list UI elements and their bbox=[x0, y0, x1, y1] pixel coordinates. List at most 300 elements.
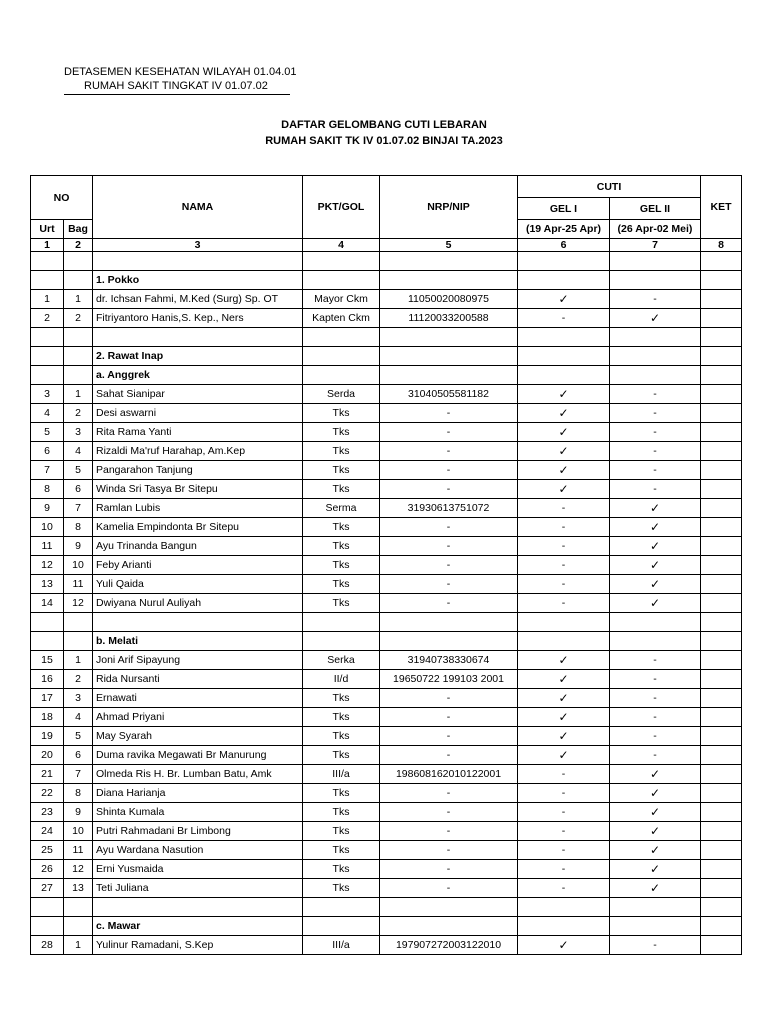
cell-gel1: - bbox=[518, 879, 610, 898]
table-row bbox=[31, 575, 742, 594]
cell-nama: Joni Arif Sipayung bbox=[93, 651, 303, 670]
check-icon: ✓ bbox=[610, 879, 701, 898]
empty-cell bbox=[701, 347, 742, 366]
check-icon: ✓ bbox=[518, 936, 610, 955]
cell-bag: 10 bbox=[64, 556, 93, 575]
cell-nama: May Syarah bbox=[93, 727, 303, 746]
cell-nrp-nip: 197907272003122010 bbox=[380, 936, 518, 955]
cell-pkt-gol: Tks bbox=[303, 803, 380, 822]
check-icon: ✓ bbox=[518, 423, 610, 442]
cell-pkt-gol: Tks bbox=[303, 860, 380, 879]
cell-gel1: - bbox=[518, 803, 610, 822]
cell-urt: 16 bbox=[31, 670, 64, 689]
table-header bbox=[31, 176, 742, 252]
cell-ket bbox=[701, 689, 742, 708]
cell-ket bbox=[701, 651, 742, 670]
index-cell: 6 bbox=[518, 239, 610, 252]
cell-bag: 6 bbox=[64, 480, 93, 499]
cell-urt: 18 bbox=[31, 708, 64, 727]
check-icon: ✓ bbox=[518, 746, 610, 765]
document-title: DAFTAR GELOMBANG CUTI LEBARAN bbox=[281, 119, 487, 131]
cell-pkt-gol: II/d bbox=[303, 670, 380, 689]
empty-cell bbox=[518, 271, 610, 290]
col-nama: NAMA bbox=[93, 176, 303, 239]
cell-bag: 9 bbox=[64, 537, 93, 556]
cell-nrp-nip: - bbox=[380, 556, 518, 575]
cell-nrp-nip: - bbox=[380, 594, 518, 613]
section-label: b. Melati bbox=[93, 632, 303, 651]
empty-cell bbox=[31, 632, 64, 651]
cell-nama: Rita Rama Yanti bbox=[93, 423, 303, 442]
empty-cell bbox=[518, 366, 610, 385]
empty-cell bbox=[303, 898, 380, 917]
empty-cell bbox=[610, 366, 701, 385]
empty-cell bbox=[64, 328, 93, 347]
check-icon: ✓ bbox=[518, 404, 610, 423]
cell-urt: 11 bbox=[31, 537, 64, 556]
col-gel2: GEL II bbox=[610, 198, 701, 220]
cell-nama: Yuli Qaida bbox=[93, 575, 303, 594]
empty-cell bbox=[31, 898, 64, 917]
cell-ket bbox=[701, 784, 742, 803]
cell-pkt-gol: Tks bbox=[303, 423, 380, 442]
cell-urt: 22 bbox=[31, 784, 64, 803]
cell-nrp-nip: 198608162010122001 bbox=[380, 765, 518, 784]
table-row bbox=[31, 480, 742, 499]
empty-cell bbox=[518, 347, 610, 366]
cell-nrp-nip: 11050020080975 bbox=[380, 290, 518, 309]
cell-nama: Rizaldi Ma'ruf Harahap, Am.Kep bbox=[93, 442, 303, 461]
cell-nrp-nip: 31930613751072 bbox=[380, 499, 518, 518]
cell-pkt-gol: Tks bbox=[303, 708, 380, 727]
cell-urt: 9 bbox=[31, 499, 64, 518]
cell-pkt-gol: Tks bbox=[303, 841, 380, 860]
empty-cell bbox=[303, 366, 380, 385]
index-cell: 8 bbox=[701, 239, 742, 252]
document-subtitle: RUMAH SAKIT TK IV 01.07.02 BINJAI TA.2023 bbox=[265, 135, 503, 147]
cell-ket bbox=[701, 841, 742, 860]
cell-gel2: - bbox=[610, 442, 701, 461]
table-row bbox=[31, 594, 742, 613]
cell-pkt-gol: III/a bbox=[303, 765, 380, 784]
cell-ket bbox=[701, 575, 742, 594]
cell-urt: 24 bbox=[31, 822, 64, 841]
cell-pkt-gol: Tks bbox=[303, 442, 380, 461]
index-cell: 3 bbox=[93, 239, 303, 252]
cell-urt: 15 bbox=[31, 651, 64, 670]
cell-gel2: - bbox=[610, 480, 701, 499]
cell-pkt-gol: Tks bbox=[303, 727, 380, 746]
cell-nama: Ahmad Priyani bbox=[93, 708, 303, 727]
section-row bbox=[31, 917, 742, 936]
cell-nrp-nip: - bbox=[380, 404, 518, 423]
cell-bag: 1 bbox=[64, 651, 93, 670]
column-index-row bbox=[31, 239, 742, 252]
cell-urt: 4 bbox=[31, 404, 64, 423]
cell-bag: 3 bbox=[64, 423, 93, 442]
cell-gel2: - bbox=[610, 746, 701, 765]
cell-bag: 2 bbox=[64, 309, 93, 328]
cell-ket bbox=[701, 803, 742, 822]
cell-pkt-gol: Tks bbox=[303, 879, 380, 898]
table-row bbox=[31, 442, 742, 461]
cell-pkt-gol: Tks bbox=[303, 461, 380, 480]
table-row bbox=[31, 309, 742, 328]
table-row bbox=[31, 670, 742, 689]
cell-pkt-gol: Serka bbox=[303, 651, 380, 670]
empty-cell bbox=[380, 252, 518, 271]
cell-pkt-gol: III/a bbox=[303, 936, 380, 955]
empty-cell bbox=[610, 613, 701, 632]
cell-nrp-nip: - bbox=[380, 423, 518, 442]
check-icon: ✓ bbox=[610, 594, 701, 613]
cell-urt: 14 bbox=[31, 594, 64, 613]
cell-ket bbox=[701, 765, 742, 784]
cell-ket bbox=[701, 936, 742, 955]
cell-ket bbox=[701, 404, 742, 423]
cell-pkt-gol: Serda bbox=[303, 385, 380, 404]
check-icon: ✓ bbox=[518, 442, 610, 461]
empty-cell bbox=[64, 632, 93, 651]
cell-nama: Shinta Kumala bbox=[93, 803, 303, 822]
empty-cell bbox=[64, 613, 93, 632]
blank-row bbox=[31, 613, 742, 632]
table-row bbox=[31, 708, 742, 727]
empty-cell bbox=[303, 347, 380, 366]
blank-row bbox=[31, 898, 742, 917]
check-icon: ✓ bbox=[518, 689, 610, 708]
empty-cell bbox=[610, 271, 701, 290]
leave-roster-table bbox=[30, 175, 742, 955]
section-row bbox=[31, 632, 742, 651]
cell-nrp-nip: - bbox=[380, 746, 518, 765]
cell-nama: Fitriyantoro Hanis,S. Kep., Ners bbox=[93, 309, 303, 328]
index-cell: 1 bbox=[31, 239, 64, 252]
table-row bbox=[31, 860, 742, 879]
col-no: NO bbox=[31, 176, 93, 220]
cell-nama: Winda Sri Tasya Br Sitepu bbox=[93, 480, 303, 499]
section-row bbox=[31, 271, 742, 290]
cell-urt: 6 bbox=[31, 442, 64, 461]
col-nrp-nip: NRP/NIP bbox=[380, 176, 518, 239]
cell-ket bbox=[701, 385, 742, 404]
empty-cell bbox=[303, 271, 380, 290]
cell-bag: 7 bbox=[64, 765, 93, 784]
cell-bag: 3 bbox=[64, 689, 93, 708]
cell-gel2: - bbox=[610, 708, 701, 727]
cell-nrp-nip: - bbox=[380, 727, 518, 746]
cell-ket bbox=[701, 708, 742, 727]
empty-cell bbox=[64, 917, 93, 936]
cell-pkt-gol: Tks bbox=[303, 537, 380, 556]
cell-bag: 1 bbox=[64, 385, 93, 404]
cell-nrp-nip: - bbox=[380, 860, 518, 879]
col-ket: KET bbox=[701, 176, 742, 239]
cell-ket bbox=[701, 442, 742, 461]
empty-cell bbox=[64, 347, 93, 366]
cell-gel1: - bbox=[518, 575, 610, 594]
check-icon: ✓ bbox=[610, 803, 701, 822]
cell-nrp-nip: - bbox=[380, 784, 518, 803]
cell-urt: 25 bbox=[31, 841, 64, 860]
cell-urt: 27 bbox=[31, 879, 64, 898]
empty-cell bbox=[303, 917, 380, 936]
check-icon: ✓ bbox=[518, 461, 610, 480]
check-icon: ✓ bbox=[610, 309, 701, 328]
cell-nrp-nip: 11120033200588 bbox=[380, 309, 518, 328]
empty-cell bbox=[380, 613, 518, 632]
table-row bbox=[31, 784, 742, 803]
cell-gel2: - bbox=[610, 385, 701, 404]
cell-nrp-nip: - bbox=[380, 879, 518, 898]
cell-bag: 8 bbox=[64, 784, 93, 803]
empty-cell bbox=[380, 271, 518, 290]
table-row bbox=[31, 689, 742, 708]
cell-nama: Erni Yusmaida bbox=[93, 860, 303, 879]
empty-cell bbox=[610, 328, 701, 347]
cell-urt: 1 bbox=[31, 290, 64, 309]
check-icon: ✓ bbox=[518, 670, 610, 689]
empty-cell bbox=[64, 271, 93, 290]
cell-nama: Ayu Trinanda Bangun bbox=[93, 537, 303, 556]
cell-urt: 5 bbox=[31, 423, 64, 442]
empty-cell bbox=[701, 271, 742, 290]
cell-nrp-nip: - bbox=[380, 575, 518, 594]
cell-ket bbox=[701, 518, 742, 537]
cell-urt: 3 bbox=[31, 385, 64, 404]
cell-ket bbox=[701, 290, 742, 309]
index-cell: 5 bbox=[380, 239, 518, 252]
cell-bag: 10 bbox=[64, 822, 93, 841]
cell-bag: 5 bbox=[64, 727, 93, 746]
cell-nama: dr. Ichsan Fahmi, M.Ked (Surg) Sp. OT bbox=[93, 290, 303, 309]
cell-bag: 2 bbox=[64, 404, 93, 423]
empty-cell bbox=[64, 898, 93, 917]
cell-gel1: - bbox=[518, 784, 610, 803]
section-label: 1. Pokko bbox=[93, 271, 303, 290]
empty-cell bbox=[518, 252, 610, 271]
check-icon: ✓ bbox=[518, 708, 610, 727]
check-icon: ✓ bbox=[610, 860, 701, 879]
cell-nama: Ernawati bbox=[93, 689, 303, 708]
cell-ket bbox=[701, 499, 742, 518]
empty-cell bbox=[518, 898, 610, 917]
cell-pkt-gol: Tks bbox=[303, 689, 380, 708]
empty-cell bbox=[64, 366, 93, 385]
cell-pkt-gol: Kapten Ckm bbox=[303, 309, 380, 328]
empty-cell bbox=[31, 347, 64, 366]
cell-nama: Kamelia Empindonta Br Sitepu bbox=[93, 518, 303, 537]
table-row bbox=[31, 746, 742, 765]
col-cuti: CUTI bbox=[518, 176, 701, 198]
col-pkt-gol: PKT/GOL bbox=[303, 176, 380, 239]
cell-bag: 2 bbox=[64, 670, 93, 689]
cell-ket bbox=[701, 860, 742, 879]
cell-gel1: - bbox=[518, 822, 610, 841]
cell-pkt-gol: Tks bbox=[303, 746, 380, 765]
col-urt: Urt bbox=[31, 220, 64, 239]
cell-gel1: - bbox=[518, 594, 610, 613]
cell-pkt-gol: Tks bbox=[303, 518, 380, 537]
empty-cell bbox=[610, 347, 701, 366]
cell-ket bbox=[701, 670, 742, 689]
cell-nama: Feby Arianti bbox=[93, 556, 303, 575]
check-icon: ✓ bbox=[610, 765, 701, 784]
empty-cell bbox=[31, 252, 64, 271]
cell-pkt-gol: Tks bbox=[303, 594, 380, 613]
cell-gel1: - bbox=[518, 841, 610, 860]
table-row bbox=[31, 423, 742, 442]
cell-ket bbox=[701, 480, 742, 499]
empty-cell bbox=[610, 632, 701, 651]
cell-gel2: - bbox=[610, 461, 701, 480]
check-icon: ✓ bbox=[610, 556, 701, 575]
cell-ket bbox=[701, 746, 742, 765]
cell-urt: 20 bbox=[31, 746, 64, 765]
table-row bbox=[31, 765, 742, 784]
cell-gel1: - bbox=[518, 518, 610, 537]
index-cell: 2 bbox=[64, 239, 93, 252]
cell-bag: 12 bbox=[64, 594, 93, 613]
cell-bag: 1 bbox=[64, 290, 93, 309]
cell-nama: Ayu Wardana Nasution bbox=[93, 841, 303, 860]
cell-gel1: - bbox=[518, 556, 610, 575]
cell-urt: 8 bbox=[31, 480, 64, 499]
empty-cell bbox=[303, 328, 380, 347]
empty-cell bbox=[380, 917, 518, 936]
cell-urt: 26 bbox=[31, 860, 64, 879]
cell-nrp-nip: - bbox=[380, 708, 518, 727]
empty-cell bbox=[518, 632, 610, 651]
cell-ket bbox=[701, 309, 742, 328]
table-row bbox=[31, 822, 742, 841]
cell-gel2: - bbox=[610, 651, 701, 670]
cell-nrp-nip: - bbox=[380, 822, 518, 841]
cell-urt: 17 bbox=[31, 689, 64, 708]
cell-pkt-gol: Tks bbox=[303, 575, 380, 594]
empty-cell bbox=[518, 613, 610, 632]
cell-nrp-nip: - bbox=[380, 537, 518, 556]
cell-ket bbox=[701, 461, 742, 480]
check-icon: ✓ bbox=[610, 518, 701, 537]
index-cell: 7 bbox=[610, 239, 701, 252]
check-icon: ✓ bbox=[518, 727, 610, 746]
cell-gel1: - bbox=[518, 499, 610, 518]
cell-urt: 10 bbox=[31, 518, 64, 537]
cell-gel2: - bbox=[610, 689, 701, 708]
cell-pkt-gol: Tks bbox=[303, 784, 380, 803]
empty-cell bbox=[93, 328, 303, 347]
cell-nrp-nip: 31040505581182 bbox=[380, 385, 518, 404]
check-icon: ✓ bbox=[610, 499, 701, 518]
cell-bag: 1 bbox=[64, 936, 93, 955]
empty-cell bbox=[610, 898, 701, 917]
cell-gel2: - bbox=[610, 670, 701, 689]
cell-gel1: - bbox=[518, 765, 610, 784]
cell-urt: 13 bbox=[31, 575, 64, 594]
cell-bag: 12 bbox=[64, 860, 93, 879]
cell-nama: Sahat Sianipar bbox=[93, 385, 303, 404]
cell-nama: Olmeda Ris H. Br. Lumban Batu, Amk bbox=[93, 765, 303, 784]
cell-nrp-nip: - bbox=[380, 689, 518, 708]
cell-ket bbox=[701, 727, 742, 746]
cell-bag: 9 bbox=[64, 803, 93, 822]
empty-cell bbox=[701, 917, 742, 936]
check-icon: ✓ bbox=[610, 575, 701, 594]
empty-cell bbox=[380, 632, 518, 651]
cell-bag: 13 bbox=[64, 879, 93, 898]
empty-cell bbox=[701, 898, 742, 917]
cell-bag: 5 bbox=[64, 461, 93, 480]
check-icon: ✓ bbox=[610, 822, 701, 841]
cell-pkt-gol: Tks bbox=[303, 480, 380, 499]
blank-row bbox=[31, 328, 742, 347]
empty-cell bbox=[518, 917, 610, 936]
cell-nama: Yulinur Ramadani, S.Kep bbox=[93, 936, 303, 955]
cell-urt: 19 bbox=[31, 727, 64, 746]
cell-nama: Diana Harianja bbox=[93, 784, 303, 803]
cell-ket bbox=[701, 556, 742, 575]
blank-row bbox=[31, 252, 742, 271]
cell-nama: Desi aswarni bbox=[93, 404, 303, 423]
cell-nrp-nip: - bbox=[380, 442, 518, 461]
cell-gel2: - bbox=[610, 404, 701, 423]
table-body bbox=[31, 252, 742, 955]
cell-gel2: - bbox=[610, 936, 701, 955]
empty-cell bbox=[701, 632, 742, 651]
check-icon: ✓ bbox=[610, 784, 701, 803]
empty-cell bbox=[93, 898, 303, 917]
cell-nrp-nip: - bbox=[380, 461, 518, 480]
cell-nama: Rida Nursanti bbox=[93, 670, 303, 689]
cell-nrp-nip: - bbox=[380, 480, 518, 499]
empty-cell bbox=[303, 613, 380, 632]
col-gel1: GEL I bbox=[518, 198, 610, 220]
cell-ket bbox=[701, 594, 742, 613]
empty-cell bbox=[380, 898, 518, 917]
col-bag: Bag bbox=[64, 220, 93, 239]
empty-cell bbox=[701, 366, 742, 385]
cell-bag: 4 bbox=[64, 708, 93, 727]
table-row bbox=[31, 290, 742, 309]
table-row bbox=[31, 556, 742, 575]
cell-bag: 6 bbox=[64, 746, 93, 765]
col-gel2-dates: (26 Apr-02 Mei) bbox=[610, 220, 701, 239]
section-row bbox=[31, 347, 742, 366]
col-gel1-dates: (19 Apr-25 Apr) bbox=[518, 220, 610, 239]
cell-ket bbox=[701, 423, 742, 442]
check-icon: ✓ bbox=[610, 537, 701, 556]
cell-pkt-gol: Mayor Ckm bbox=[303, 290, 380, 309]
org-line-1: DETASEMEN KESEHATAN WILAYAH 01.04.01 bbox=[64, 66, 297, 78]
cell-nrp-nip: - bbox=[380, 841, 518, 860]
cell-nama: Putri Rahmadani Br Limbong bbox=[93, 822, 303, 841]
empty-cell bbox=[701, 252, 742, 271]
cell-bag: 7 bbox=[64, 499, 93, 518]
cell-pkt-gol: Tks bbox=[303, 822, 380, 841]
check-icon: ✓ bbox=[518, 480, 610, 499]
cell-nrp-nip: 31940738330674 bbox=[380, 651, 518, 670]
empty-cell bbox=[303, 252, 380, 271]
cell-gel2: - bbox=[610, 290, 701, 309]
check-icon: ✓ bbox=[518, 651, 610, 670]
cell-ket bbox=[701, 537, 742, 556]
section-row bbox=[31, 366, 742, 385]
empty-cell bbox=[31, 271, 64, 290]
empty-cell bbox=[31, 366, 64, 385]
table-row bbox=[31, 803, 742, 822]
empty-cell bbox=[303, 632, 380, 651]
